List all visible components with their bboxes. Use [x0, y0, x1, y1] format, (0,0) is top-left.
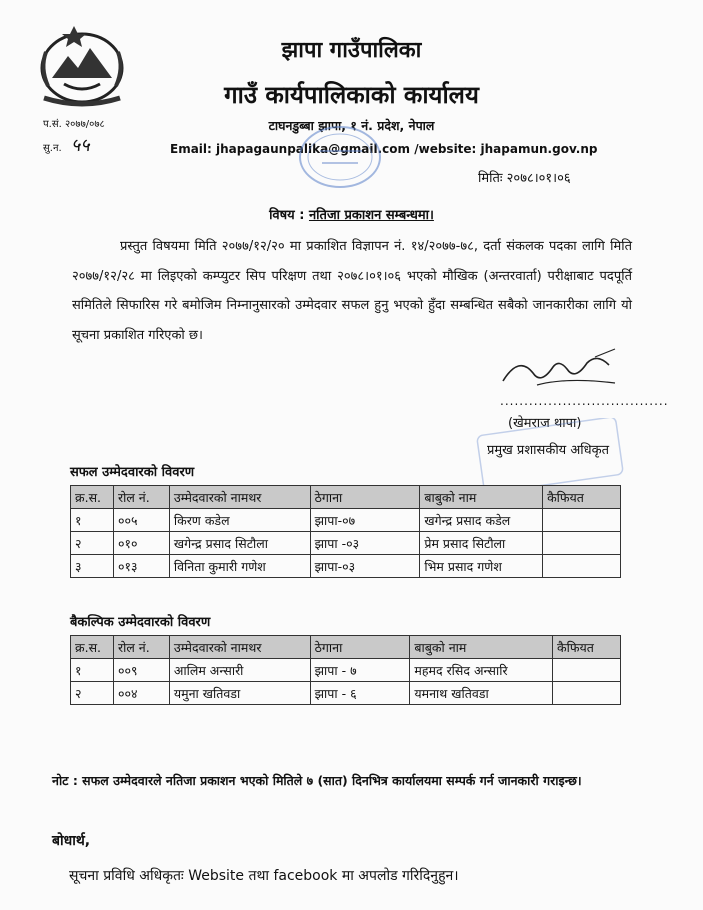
header-roll: रोल नं. [113, 636, 169, 659]
cell: महमद रसिद अन्सारि [410, 659, 553, 682]
cell: भिम प्रसाद गणेश [420, 555, 543, 578]
notice-body [72, 232, 632, 350]
cell: ००४ [113, 682, 169, 705]
cell [543, 555, 621, 578]
cell: आलिम अन्सारी [169, 659, 310, 682]
cell: ००९ [113, 659, 169, 682]
alternate-table-title: बैकल्पिक उम्मेदवारको विवरण [70, 615, 211, 630]
reference-value: ५५ [70, 135, 90, 156]
successful-table-title: सफल उम्मेदवारको विवरण [70, 465, 195, 480]
subject-label: विषय : [269, 208, 305, 223]
header-name: उम्मेदवारको नामथर [169, 486, 310, 509]
cell: ०१३ [113, 555, 169, 578]
it-officer-instruction: सूचना प्रविधि अधिकृतः Website तथा facebook मा अपलोड गरिदिनुहुन। [69, 868, 459, 884]
cell [543, 509, 621, 532]
contact-line: Email: jhapagaunpalika@gmail.com /website: jhapamun.gov.np [170, 142, 598, 156]
body-paragraph: प्रस्तुत विषयमा मिति २०७७/१२/२० मा प्रकाशित विज्ञापन नं. १४/२०७७-७८, दर्ता संकलक पदका लागि मिति २०७७/१२/२८ मा लिइएको कम्प्युटर सिप परिक्षण तथा २०७८।०१।०६ भएको मौखिक (अन्तरवार्ता) परीक्षाबाट पदपूर्ति समितिले सिफारिस गरे बमोजिम निम्नानुसारको उम्मेदवार सफल हुनु भएको हुँदा सम्बन्धित सबैको जानकारीका लागि यो सूचना प्रकाशित गरिएको छ। [72, 239, 632, 343]
cell: ३ [71, 555, 114, 578]
fiscal-year: प.सं. २०७७/०७८ [43, 119, 105, 130]
cell: झापा - ७ [310, 659, 410, 682]
issue-date: मितिः २०७८।०१।०६ [478, 171, 571, 186]
header-address: ठेगाना [310, 486, 420, 509]
cell: यमुना खतिवडा [169, 682, 310, 705]
table-row [71, 532, 621, 555]
municipality-name: झापा गाउँपालिका [281, 38, 422, 63]
cell: झापा-०७ [310, 509, 420, 532]
table-header-row [71, 636, 621, 659]
cell: विनिता कुमारी गणेश [169, 555, 310, 578]
alternate-candidates-table [70, 635, 621, 705]
cell: झापा - ६ [310, 682, 410, 705]
handwritten-signature-icon [497, 345, 627, 395]
header-father: बाबुको नाम [410, 636, 553, 659]
cell: १ [71, 659, 114, 682]
office-address: टाघनडुब्बा झापा, १ नं. प्रदेश, नेपाल [268, 118, 435, 133]
table-row [71, 659, 621, 682]
cell [553, 682, 621, 705]
office-stamp-icon [270, 95, 400, 200]
subject-text: नतिजा प्रकाशन सम्बन्धमा। [308, 208, 434, 223]
cell: झापा-०३ [310, 555, 420, 578]
cell: ००५ [113, 509, 169, 532]
signatory-name: (खेमराज थापा) [508, 416, 582, 431]
office-name: गाउँ कार्यपालिकाको कार्यालय [224, 81, 479, 109]
cell: किरण कडेल [169, 509, 310, 532]
cell: यमनाथ खतिवडा [410, 682, 553, 705]
table-row [71, 509, 621, 532]
cell: १ [71, 509, 114, 532]
cell: प्रेम प्रसाद सिटौला [420, 532, 543, 555]
table-row [71, 555, 621, 578]
header-sn: क्र.स. [71, 486, 114, 509]
reference-number [43, 133, 90, 157]
header-remarks: कैफियत [553, 636, 621, 659]
signatory-title: प्रमुख प्रशासकीय अधिकृत [487, 443, 610, 458]
cell: खगेन्द्र प्रसाद कडेल [420, 509, 543, 532]
header-remarks: कैफियत [543, 486, 621, 509]
header-name: उम्मेदवारको नामथर [169, 636, 310, 659]
header-sn: क्र.स. [71, 636, 114, 659]
successful-candidates-table [70, 485, 621, 578]
cell: २ [71, 682, 114, 705]
table-row [71, 682, 621, 705]
signature-dotted-line: ................................... [500, 394, 669, 408]
notice-note: नोट : सफल उम्मेदवारले नतिजा प्रकाशन भएको मितिले ७ (सात) दिनभित्र कार्यालयमा सम्पर्क गर्न जानकारी गराइन्छ। [52, 773, 582, 788]
cell: ०१० [113, 532, 169, 555]
reference-label: सु.न. [43, 143, 62, 154]
cell [553, 659, 621, 682]
cell: खगेन्द्र प्रसाद सिटौला [169, 532, 310, 555]
cell [543, 532, 621, 555]
cell: २ [71, 532, 114, 555]
header-father: बाबुको नाम [420, 486, 543, 509]
table-header-row [71, 486, 621, 509]
header-address: ठेगाना [310, 636, 410, 659]
header-roll: रोल नं. [113, 486, 169, 509]
cell: झापा -०३ [310, 532, 420, 555]
subject-line [0, 205, 703, 223]
for-information-label: बोधार्थ, [52, 833, 91, 849]
